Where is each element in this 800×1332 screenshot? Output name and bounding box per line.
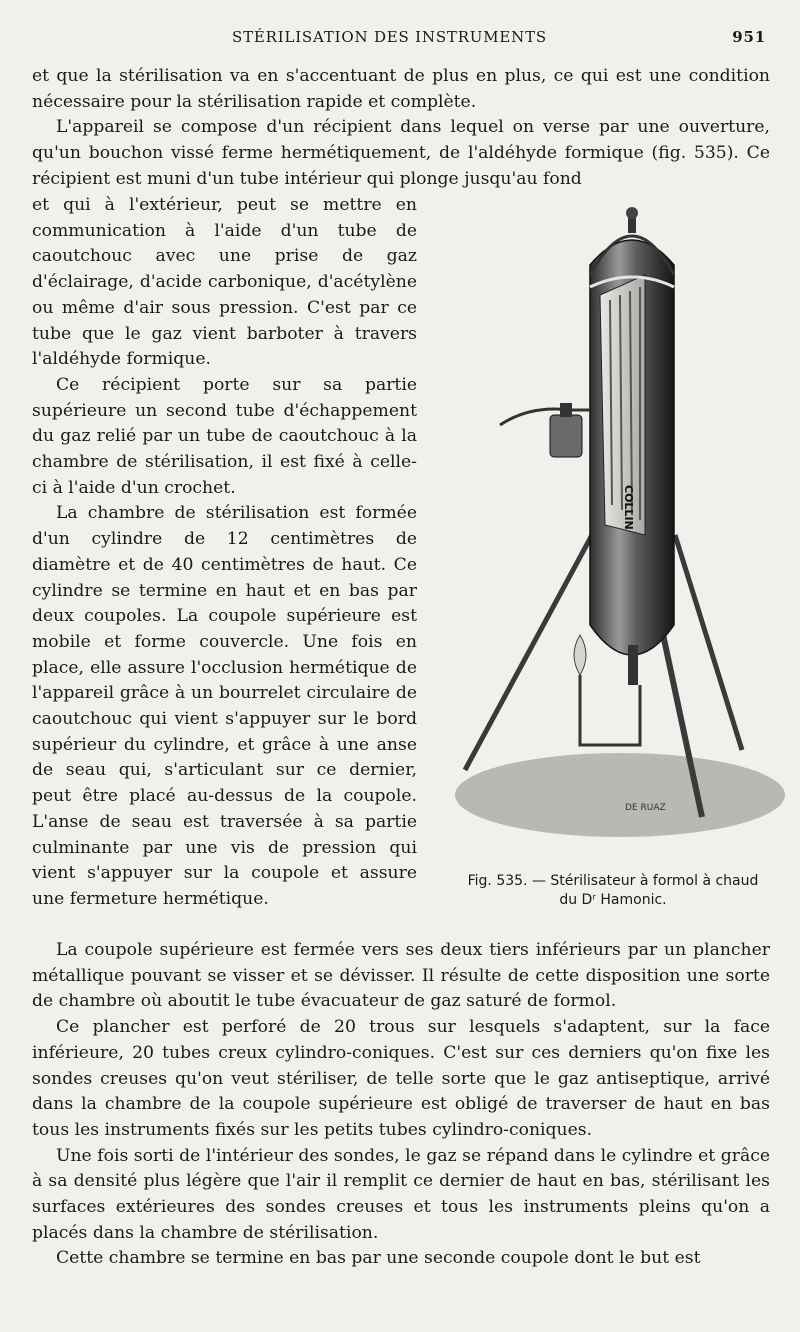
tripod-leg-left bbox=[465, 535, 592, 770]
caption-line-2: du Dʳ Hamonic. bbox=[559, 892, 667, 908]
burner-pipe bbox=[580, 675, 640, 745]
running-title: STÉRILISATION DES INSTRUMENTS bbox=[232, 28, 547, 46]
figure-sterilizer bbox=[440, 205, 785, 845]
paragraph-lower-dome: Cette chambre se termine en bas par une seconde coupole dont le but est bbox=[56, 1248, 701, 1269]
container-cap bbox=[560, 403, 572, 417]
running-header bbox=[0, 24, 800, 50]
paragraph-metal-floor: La coupole supérieure est fermée vers ses deux tiers inférieurs par un plancher métallique pouvant se visser et se dévisser. Il résulte de cette disposition une sorte de chambre où aboutit le tube évacuateur de gaz saturé de formol. bbox=[32, 940, 770, 1012]
paragraph-sterilization-chamber: La chambre de stérilisation est formée d'un cylindre de 12 centimètres de diamètre et de 40 centimètres de haut. Ce cylindre se termine en haut et en bas par deux coupoles. La coupole supérieure est mobile et forme couvercle. Une fois en place, elle assure l'occlusion hermétique de l'appareil grâce à un bourrelet circulaire de caoutchouc qui vient s'appuyer sur le bord supérieur du cylindre, et grâce à une anse de seau qui, s'articulant sur ce dernier, peut être placé au-dessus de la coupole. L'anse de seau est traversée à sa partie culminante par une vis de pression qui vient s'appuyer sur la coupole et assure une fermeture hermétique. bbox=[32, 503, 417, 909]
text-block-top bbox=[32, 64, 770, 193]
sterilizer-illustration bbox=[440, 205, 785, 845]
tripod-leg-right bbox=[675, 535, 742, 750]
formol-container bbox=[550, 415, 582, 457]
paragraph-apparatus-continued: et qui à l'extérieur, peut se mettre en communication à l'aide d'un tube de caoutchouc avec une prise de gaz d'éclairage, d'acide carbonique, d'acétylène ou même d'air sous pression. C'est par ce tube que le gaz vient barboter à travers l'aldéhyde formique. bbox=[32, 195, 417, 370]
paragraph-gas-diffusion: Une fois sorti de l'intérieur des sondes, le gaz se répand dans le cylindre et grâce à sa densité plus légère que l'air il remplit ce dernier de haut en bas, stérilisant les surfaces extérieures des sondes creuses et tous les instruments pleins qu'on a placés dans la chambre de stérilisation. bbox=[32, 1145, 770, 1243]
paragraph-continued: et que la stérilisation va en s'accentuant de plus en plus, ce qui est une condition nécessaire pour la stérilisation rapide et complète. bbox=[32, 66, 770, 112]
screw-knob bbox=[626, 207, 638, 219]
text-block-wrapped bbox=[32, 193, 417, 913]
engraved-label: COLLIN bbox=[622, 485, 635, 530]
text-block-bottom bbox=[32, 938, 770, 1272]
drain-valve bbox=[628, 645, 638, 685]
flame bbox=[574, 635, 586, 675]
caption-line-1: Fig. 535. — Stérilisateur à formol à chaud bbox=[467, 873, 759, 889]
paragraph-apparatus-intro: L'appareil se compose d'un récipient dans lequel on verse par une ouverture, qu'un bouchon vissé ferme hermétiquement, de l'aldéhyde formique (fig. 535). Ce récipient est muni d'un tube intérieur qui plonge jusqu'au fond bbox=[32, 117, 770, 189]
page-number: 951 bbox=[732, 28, 766, 46]
paragraph-perforations: Ce plancher est perforé de 20 trous sur lesquels s'adaptent, sur la face inférieure, 20 tubes creux cylindro-coniques. C'est sur ces derniers qu'on fixe les sondes creuses qu'on veut stériliser, de telle sorte que le gaz antiseptique, arrivé dans la chambre de la coupole supérieure est obligé de traverser de haut en bas tous les instruments fixés sur les petits tubes cylindro-coniques. bbox=[32, 1017, 770, 1140]
paragraph-second-tube: Ce récipient porte sur sa partie supérieure un second tube d'échappement du gaz relié par un tube de caoutchouc à la chambre de stérilisation, il est fixé à celle-ci à l'aide d'un crochet. bbox=[32, 374, 417, 498]
figure-caption bbox=[438, 872, 788, 910]
floor-shadow bbox=[455, 753, 785, 837]
engraver-signature: DE RUAZ bbox=[625, 803, 666, 813]
